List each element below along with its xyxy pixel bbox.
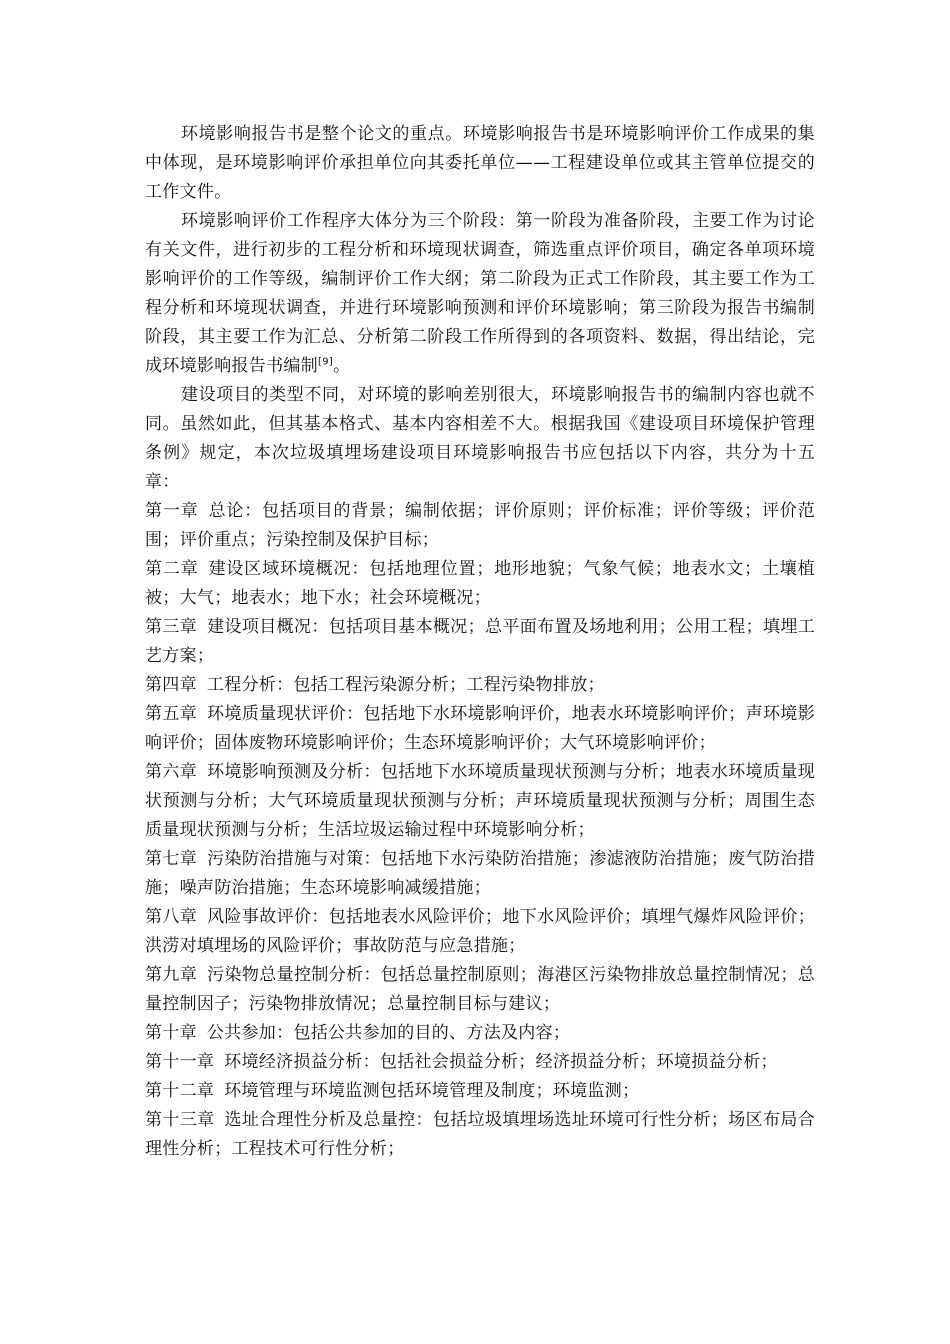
procedure-paragraph-text: 环境影响评价工作程序大体分为三个阶段：第一阶段为准备阶段，主要工作为讨论有关文件，进行初步的工程分析和环境现状调查，筛选重点评价项目，确定各单项环境影响评价的工作等级，编制评价工作大纲；第二阶段为正式工作阶段，其主要工作为工程分析和环境现状调查，并进行环境影响预测和评价环境影响；第三阶段为报告书编制阶段，其主要工作为汇总、分析第二阶段工作所得到的各项资料、数据，得出结论，完成环境影响报告书编制 xyxy=(145,211,815,376)
chapter-description: 环境质量现状评价：包括地下水环境影响评价，地表水环境影响评价；声环境影响评价；固体废物环境影响评价；生态环境影响评价；大气环境影响评价； xyxy=(145,704,816,753)
chapter-5-entry xyxy=(145,700,815,758)
chapter-number: 第七章 xyxy=(145,849,198,869)
chapter-8-entry xyxy=(145,903,815,961)
chapter-description: 环境影响预测及分析：包括地下水环境质量现状预测与分析；地表水环境质量现状预测与分析；大气环境质量现状预测与分析；声环境质量现状预测与分析；周围生态质量现状预测与分析；生活垃圾运输过程中环境影响分析； xyxy=(145,762,816,840)
chapter-11-entry xyxy=(145,1048,815,1077)
citation-marker: [9] xyxy=(318,356,334,368)
chapter-number: 第十章 xyxy=(145,1023,197,1043)
chapter-description: 建设项目概况：包括项目基本概况；总平面布置及场地利用；公用工程；填埋工艺方案； xyxy=(145,617,816,666)
chapter-7-entry xyxy=(145,845,815,903)
chapter-4-entry xyxy=(145,671,815,700)
chapter-description: 公共参加：包括公共参加的目的、方法及内容； xyxy=(206,1023,571,1043)
chapter-number: 第四章 xyxy=(145,675,197,695)
chapter-13-entry xyxy=(145,1106,815,1164)
chapter-number: 第十三章 xyxy=(145,1110,215,1130)
chapter-description: 总论：包括项目的背景；编制依据；评价原则；评价标准；评价等级；评价范围；评价重点；污染控制及保护目标； xyxy=(145,501,815,550)
chapter-number: 第二章 xyxy=(145,559,199,579)
chapter-description: 风险事故评价：包括地表水风险评价；地下水风险评价；填埋气爆炸风险评价；洪涝对填埋场的风险评价；事故防范与应急措施； xyxy=(145,907,816,956)
chapter-number: 第八章 xyxy=(145,907,198,927)
intro-paragraph xyxy=(145,120,815,207)
chapter-description: 工程分析：包括工程污染源分析；工程污染物排放； xyxy=(206,675,605,695)
chapter-description: 选址合理性分析及总量控：包括垃圾填埋场选址环境可行性分析；场区布局合理性分析；工程技术可行性分析； xyxy=(145,1110,815,1159)
chapter-description: 环境管理与环境监测包括环境管理及制度；环境监测； xyxy=(224,1081,640,1101)
procedure-paragraph-end: 。 xyxy=(333,356,351,376)
chapter-12-entry xyxy=(145,1077,815,1106)
intro-paragraph-text: 环境影响报告书是整个论文的重点。环境影响报告书是环境影响评价工作成果的集中体现，是环境影响评价承担单位向其委托单位——工程建设单位或其主管单位提交的工作文件。 xyxy=(145,124,815,202)
contents-intro-paragraph xyxy=(145,381,815,497)
chapter-3-entry xyxy=(145,613,815,671)
chapter-description: 环境经济损益分析：包括社会损益分析；经济损益分析；环境损益分析； xyxy=(224,1052,778,1072)
chapter-number: 第九章 xyxy=(145,965,198,985)
chapter-number: 第十一章 xyxy=(145,1052,215,1072)
chapter-1-entry xyxy=(145,497,815,555)
chapter-number: 第一章 xyxy=(145,501,199,521)
chapter-9-entry xyxy=(145,961,815,1019)
chapter-10-entry xyxy=(145,1019,815,1048)
chapter-number: 第十二章 xyxy=(145,1081,215,1101)
chapter-description: 污染物总量控制分析：包括总量控制原则；海港区污染物排放总量控制情况；总量控制因子；污染物排放情况；总量控制目标与建议； xyxy=(145,965,816,1014)
document-page xyxy=(145,120,815,1164)
chapter-6-entry xyxy=(145,758,815,845)
chapter-2-entry xyxy=(145,555,815,613)
contents-intro-text: 建设项目的类型不同，对环境的影响差别很大，环境影响报告书的编制内容也就不同。虽然如此，但其基本格式、基本内容相差不大。根据我国《建设项目环境保护管理条例》规定，本次垃圾填埋场建设项目环境影响报告书应包括以下内容，共分为十五章： xyxy=(145,385,815,492)
procedure-paragraph xyxy=(145,207,815,381)
chapter-number: 第三章 xyxy=(145,617,198,637)
chapter-description: 建设区域环境概况：包括地理位置；地形地貌；气象气候；地表水文；土壤植被；大气；地表水；地下水；社会环境概况； xyxy=(145,559,815,608)
chapter-number: 第五章 xyxy=(145,704,198,724)
chapter-description: 污染防治措施与对策：包括地下水污染防治措施；渗滤液防治措施；废气防治措施；噪声防治措施；生态环境影响减缓措施； xyxy=(145,849,816,898)
chapter-number: 第六章 xyxy=(145,762,198,782)
